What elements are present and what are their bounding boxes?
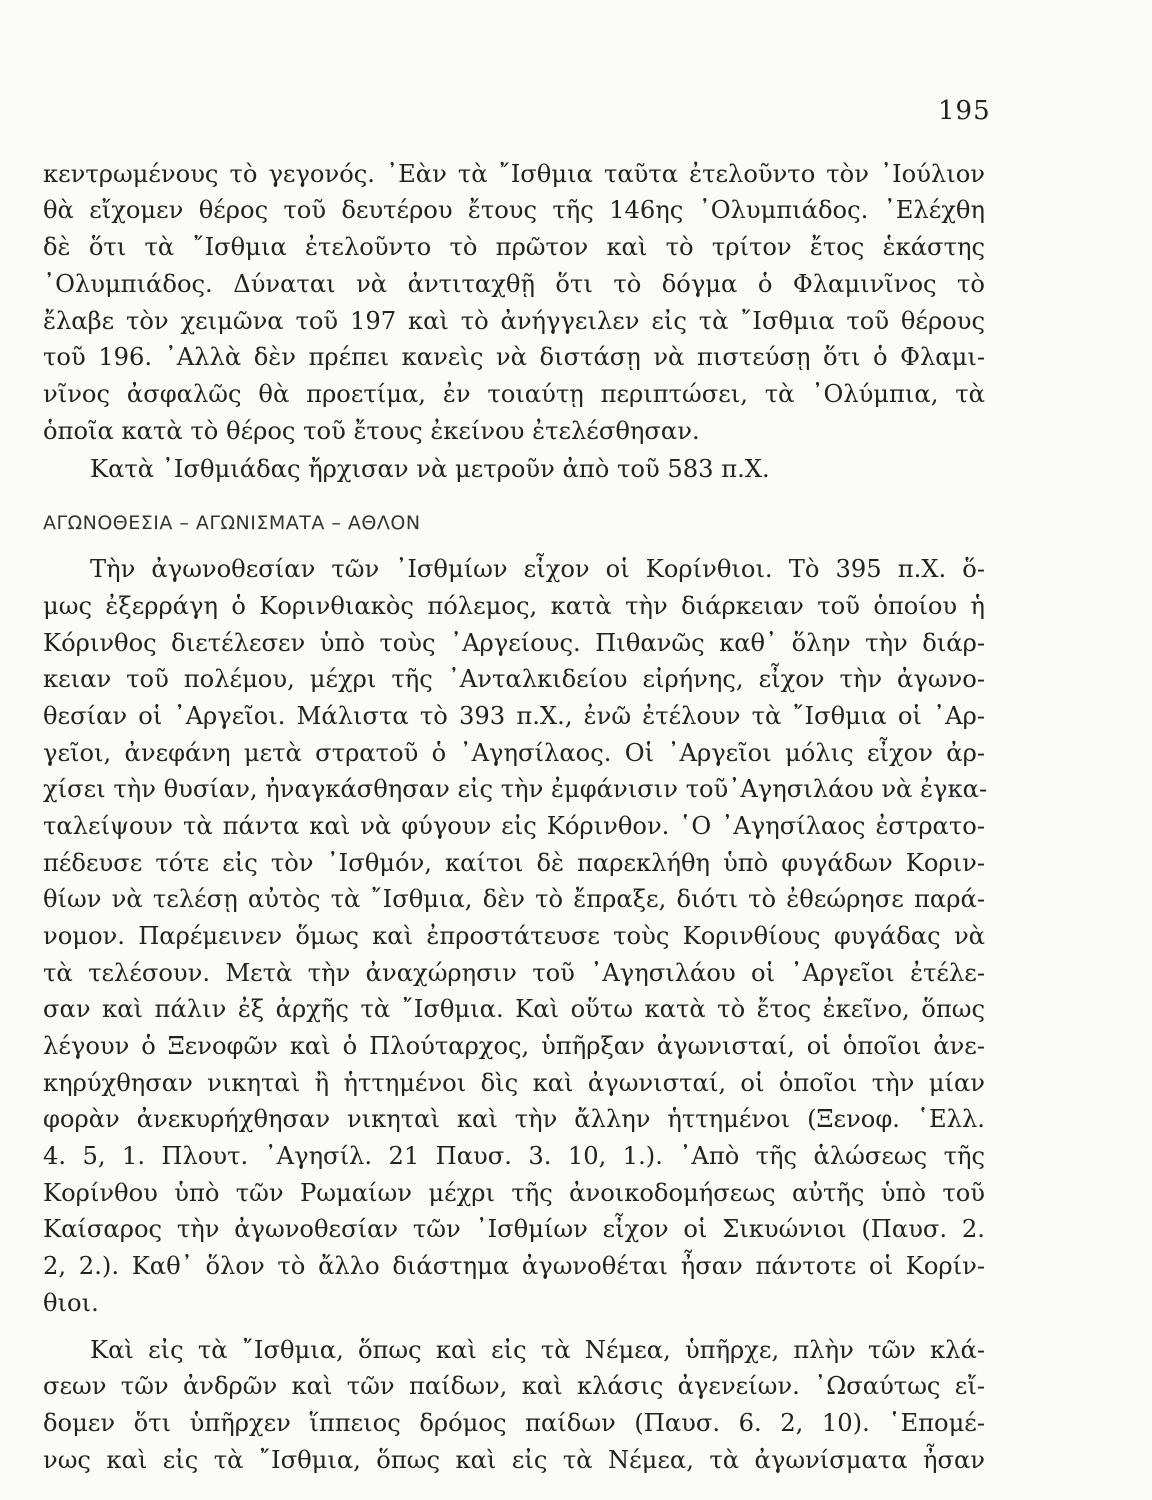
text-line: κειαν τοῦ πολέμου, μέχρι τῆς ᾿Ανταλκιδείου εἰρήνης, εἶχον τὴν ἀγωνο- [43, 665, 985, 693]
text-line: νῖνος ἀσφαλῶς θὰ προετίμα, ἐν τοιαύτῃ περιπτώσει, τὰ ᾿Ολύμπια, τὰ [43, 380, 985, 408]
text-line: γεῖοι, ἀνεφάνη μετὰ στρατοῦ ὁ ᾿Αγησίλαος. Οἱ ᾿Αργεῖοι μόλις εἶχον ἀρ- [43, 739, 985, 767]
text-line: Κορίνθου ὑπὸ τῶν Ρωμαίων μέχρι τῆς ἀνοικοδομήσεως αὐτῆς ὑπὸ τοῦ [43, 1179, 985, 1207]
text-line: σαν καὶ πάλιν ἐξ ἀρχῆς τὰ ῎Ισθμια. Καὶ οὕτω κατὰ τὸ ἔτος ἐκεῖνο, ὅπως [43, 995, 985, 1023]
text-line: κεντρωμένους τὸ γεγονός. ᾿Εὰν τὰ ῎Ισθμια ταῦτα ἐτελοῦντο τὸν ᾿Ιούλιον [43, 160, 985, 188]
text-line: ταλείψουν τὰ πάντα καὶ νὰ φύγουν εἰς Κόρινθον. ῾Ο ᾿Αγησίλαος ἐστρατο- [43, 812, 985, 840]
text-line: θίων νὰ τελέσῃ αὐτὸς τὰ ῎Ισθμια, δὲν τὸ ἔπραξε, διότι τὸ ἐθεώρησε παρά- [43, 885, 985, 913]
text-line: ἔλαβε τὸν χειμῶνα τοῦ 197 καὶ τὸ ἀνήγγειλεν εἰς τὰ ῎Ισθμια τοῦ θέρους [43, 307, 985, 335]
text-line: 2, 2.). Καθ᾿ ὅλον τὸ ἄλλο διάστημα ἀγωνοθέται ἦσαν πάντοτε οἱ Κορίν- [43, 1252, 985, 1280]
text-line: νομον. Παρέμεινεν ὅμως καὶ ἐπροστάτευσε τοὺς Κορινθίους φυγάδας νὰ [43, 922, 985, 950]
closing-sentence: Κατὰ ᾿Ισθμιάδας ἤρχισαν νὰ μετροῦν ἀπὸ τοῦ 583 π.Χ. [90, 455, 770, 483]
text-line: δομεν ὅτι ὑπῆρχεν ἵππειος δρόμος παίδων (Παυσ. 6. 2, 10). ῾Επομέ- [43, 1409, 985, 1437]
text-line: φορὰν ἀνεκυρήχθησαν νικηταὶ καὶ τὴν ἄλλην ἡττημένοι (Ξενοφ. ῾Ελλ. [43, 1105, 985, 1133]
text-line: Καὶ εἰς τὰ ῎Ισθμια, ὅπως καὶ εἰς τὰ Νέμεα, ὑπῆρχε, πλὴν τῶν κλά- [90, 1336, 985, 1364]
section-heading: ΑΓΩΝΟΘΕΣΙΑ – ΑΓΩΝΙΣΜΑΤΑ – ΑΘΛΟΝ [43, 512, 421, 534]
text-line: τὰ τελέσουν. Μετὰ τὴν ἀναχώρησιν τοῦ ᾿Αγησιλάου οἱ ᾿Αργεῖοι ἐτέλε- [43, 959, 985, 987]
text-line: λέγουν ὁ Ξενοφῶν καὶ ὁ Πλούταρχος, ὑπῆρξαν ἀγωνισταί, οἱ ὁποῖοι ἀνε- [43, 1032, 985, 1060]
text-line: πέδευσε τότε εἰς τὸν ᾿Ισθμόν, καίτοι δὲ παρεκλήθη ὑπὸ φυγάδων Κοριν- [43, 849, 985, 877]
text-line: θὰ εἴχομεν θέρος τοῦ δευτέρου ἔτους τῆς 146ης ᾿Ολυμπιάδος. ᾿Ελέχθη [43, 196, 985, 224]
text-line: τοῦ 196. ᾿Αλλὰ δὲν πρέπει κανεὶς νὰ διστάσῃ νὰ πιστεύσῃ ὅτι ὁ Φλαμι- [43, 343, 985, 371]
text-line: δὲ ὅτι τὰ ῎Ισθμια ἐτελοῦντο τὸ πρῶτον καὶ τὸ τρίτον ἔτος ἑκάστης [43, 233, 985, 261]
text-line: νως καὶ εἰς τὰ ῎Ισθμια, ὅπως καὶ εἰς τὰ Νέμεα, τὰ ἀγωνίσματα ἦσαν [43, 1446, 985, 1474]
text-line: ᾿Ολυμπιάδος. Δύναται νὰ ἀντιταχθῇ ὅτι τὸ δόγμα ὁ Φλαμινῖνος τὸ [43, 270, 985, 298]
text-line: χίσει τὴν θυσίαν, ἠναγκάσθησαν εἰς τὴν ἐμφάνισιν τοῦ᾿Αγησιλάου νὰ ἐγκα- [43, 775, 988, 803]
text-line: κηρύχθησαν νικηταὶ ἢ ἡττημένοι δὶς καὶ ἀγωνισταί, οἱ ὁποῖοι τὴν μίαν [43, 1069, 985, 1097]
text-line: μως ἐξερράγη ὁ Κορινθιακὸς πόλεμος, κατὰ τὴν διάρκειαν τοῦ ὁποίου ἡ [43, 592, 985, 620]
text-line: Κόρινθος διετέλεσεν ὑπὸ τοὺς ᾿Αργείους. Πιθανῶς καθ᾿ ὅλην τὴν διάρ- [43, 629, 985, 657]
text-line: Καίσαρος τὴν ἀγωνοθεσίαν τῶν ᾿Ισθμίων εἶχον οἱ Σικυώνιοι (Παυσ. 2. [43, 1215, 985, 1243]
text-line: Τὴν ἀγωνοθεσίαν τῶν ᾿Ισθμίων εἶχον οἱ Κορίνθιοι. Τὸ 395 π.Χ. ὅ- [90, 555, 985, 583]
text-line: ὁποῖα κατὰ τὸ θέρος τοῦ ἔτους ἐκείνου ἐτελέσθησαν. [43, 417, 700, 445]
page-number: 195 [938, 96, 991, 126]
text-line: 4. 5, 1. Πλουτ. ᾿Αγησίλ. 21 Παυσ. 3. 10, 1.). ᾿Απὸ τῆς ἁλώσεως τῆς [43, 1142, 985, 1170]
text-line: σεων τῶν ἀνδρῶν καὶ τῶν παίδων, καὶ κλάσις ἀγενείων. ᾿Ωσαύτως εἴ- [43, 1372, 985, 1400]
text-line: θιοι. [43, 1289, 99, 1317]
text-line: θεσίαν οἱ ᾿Αργεῖοι. Μάλιστα τὸ 393 π.Χ., ἐνῶ ἐτέλουν τὰ ῎Ισθμια οἱ ᾿Αρ- [43, 702, 985, 730]
